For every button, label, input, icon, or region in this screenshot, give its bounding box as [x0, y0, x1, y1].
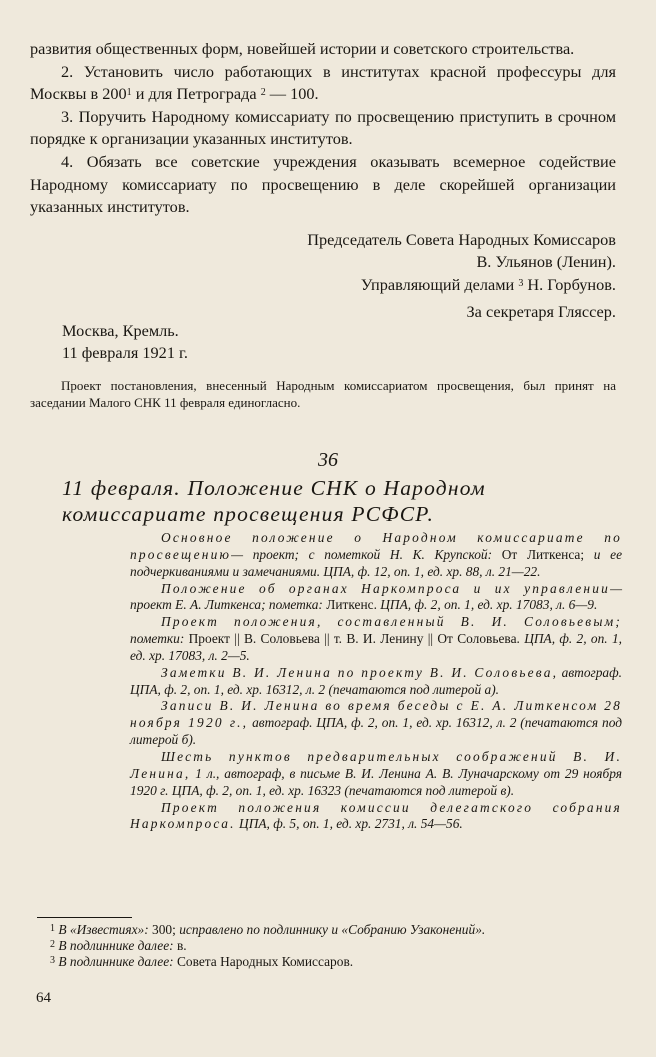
footnote-1: $^1$ В «Известиях»: 300; исправлено по подлиннику и «Собранию Узаконений». [50, 922, 486, 937]
paragraph-1-end: развития общественных форм, новейшей истории и советского строительства. [30, 39, 575, 58]
footnotes [50, 922, 630, 970]
footnote-ref-3: 3 [518, 278, 524, 289]
paragraph-3: 3. Поручить Народному комиссариату по просвещению приступить в срочном порядке к организации указанных институтов. [30, 106, 616, 149]
footnote-3: $^3$ В подлиннике далее: Совета Народных Комиссаров. [50, 954, 354, 969]
archival-sources [130, 530, 622, 833]
footnote-ref-2: 2 [260, 87, 266, 99]
source-item: Проект положения, составленный В. И. Соловьевым; пометки: Проект || В. Соловьева || т. В. И. Ленину || От Соловьева. ЦПА, ф. 2, оп. 1, ед. хр. 17083, л. 2—5. [130, 614, 622, 663]
chair-signature: Председатель Совета Народных Комиссаров В. Ульянов (Ленин). [307, 230, 616, 271]
source-item: Положение об органах Наркомпроса и их управлении— проект Е. А. Литкенса; пометка: Литкенс. ЦПА, ф. 2, оп. 1, ед. хр. 17083, л. 6—9. [130, 580, 622, 613]
manager-signature: Управляющий делами $^3$ Н. Горбунов. [360, 275, 616, 294]
document-heading: 11 февраля. Положение СНК о Народном комиссариате просвещения РСФСР. [62, 476, 486, 526]
paragraph-2: 2. Установить число работающих в институтах красной профессуры для Москвы в $200^1$ и для Петрограда $^2$ — 100. [30, 61, 616, 104]
source-item: Проект положения комиссии делегатского собрания Наркомпроса. ЦПА, ф. 5, оп. 1, ед. хр. 2731, л. 54—56. [130, 799, 622, 832]
paragraph-4: 4. Обязать все советские учреждения оказывать всемерное содействие Народному комиссариату по просвещению в деле скорейшей организации указанных институтов. [30, 151, 616, 217]
place-date: Москва, Кремль. 11 февраля 1921 г. [62, 321, 188, 362]
source-item: Шесть пунктов предварительных соображений В. И. Ленина, 1 л., автограф, в письме В. И. Ленина А. В. Луначарскому от 29 ноября 1920 г. ЦПА, ф. 2, оп. 1, ед. хр. 16323 (печатаются под литерой в). [130, 748, 622, 798]
source-item: Основное положение о Народном комиссариате по просвещению— проект; с пометкой Н. К. Крупской: От Литкенса; и ее подчеркиваниями и замечаниями. ЦПА, ф. 12, оп. 1, ед. хр. 88, л. 21—22. [130, 530, 623, 579]
footnote-2: $^2$ В подлиннике далее: в. [50, 938, 187, 953]
decree-text [30, 38, 616, 219]
page-number: 64 [36, 990, 51, 1006]
source-item: Заметки В. И. Ленина по проекту В. И. Соловьева, автограф. ЦПА, ф. 2, оп. 1, ед. хр. 16312, л. 2 (печатаются под литерой а). [130, 664, 622, 697]
source-item: Записи В. И. Ленина во время беседы с Е. А. Литкенсом 28 ноября 1920 г., автограф. ЦПА, ф. 2, оп. 1, ед. хр. 16312, л. 2 (печатаются под литерой б). [130, 698, 622, 748]
adoption-note: Проект постановления, внесенный Народным комиссариатом просвещения, был принят на заседании Малого СНК 11 февраля единогласно. [30, 378, 616, 410]
footnote-divider [37, 917, 132, 918]
document-number: 36 [318, 449, 338, 471]
footnote-ref-1: 1 [126, 87, 132, 99]
secretary-signature: За секретаря Гляссер. [466, 302, 616, 321]
